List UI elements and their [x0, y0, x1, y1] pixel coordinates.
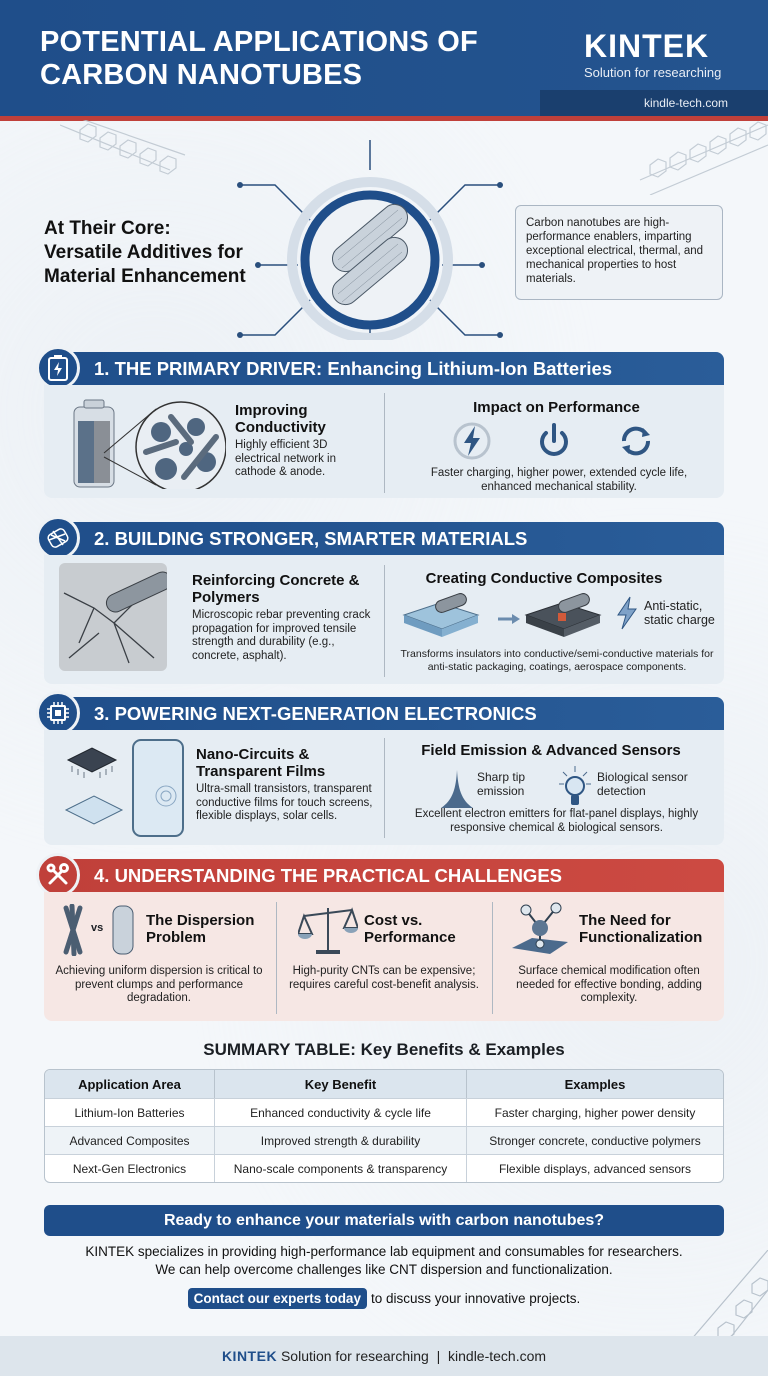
sensor-bulb-icon: [557, 764, 593, 808]
lightning-icon: [452, 421, 492, 461]
table-cell: Lithium-Ion Batteries: [45, 1098, 215, 1126]
challenge-text: High-purity CNTs can be expensive; requires careful cost-benefit analysis.: [289, 965, 479, 991]
tools-icon: [36, 853, 80, 897]
feature-heading: Nano-Circuits & Transparent Films: [196, 746, 326, 780]
section-materials: [44, 522, 724, 684]
summary-table: [44, 1069, 724, 1183]
nanotube-hub-icon: [230, 140, 510, 340]
table-cell: Improved strength & durability: [215, 1126, 467, 1154]
kintek-logo[interactable]: KINTEK: [584, 28, 710, 64]
table-cell: Stronger concrete, conductive polymers: [467, 1126, 723, 1154]
sharp-tip-label: Sharp tip emission: [477, 770, 526, 798]
title-line-2: CARBON NANOTUBES: [40, 59, 363, 91]
section-body: [44, 385, 724, 498]
challenge-heading: Cost vs. Performance: [364, 912, 456, 946]
cta-after-text: to discuss your innovative projects.: [370, 1291, 581, 1306]
feature-text: Microscopic rebar preventing crack propagation for improved tensile strength and durability (e.g., concrete, asphalt).: [192, 609, 371, 662]
feature-text: Ultra-small transistors, transparent conductive films for touch screens, flexible displays, solar cells.: [196, 783, 373, 822]
insulator-to-conductor-icon: [400, 593, 640, 643]
table-cell: Faster charging, higher power density: [467, 1098, 723, 1126]
footer: [0, 1336, 768, 1376]
nanotube-decoration-icon: [60, 120, 190, 180]
table-cell: Next-Gen Electronics: [45, 1154, 215, 1182]
challenge-text: Surface chemical modification often needed for effective bonding, adding complexity.: [516, 965, 702, 1004]
cta-line: KINTEK specializes in providing high-performance lab equipment and consumables for researchers.: [85, 1244, 683, 1259]
cycle-icon: [616, 421, 656, 461]
footer-text: Solution for researching | kindle-tech.com: [280, 1348, 547, 1364]
composite-icon: [36, 516, 80, 560]
footer-logo[interactable]: KINTEK: [221, 1348, 278, 1364]
table-row: [45, 1154, 723, 1182]
table-header-row: [45, 1070, 723, 1098]
cta-line: We can help overcome challenges like CNT dispersion and functionalization.: [155, 1262, 613, 1277]
sensor-label: Biological sensor detection: [597, 770, 688, 798]
section-title: 2. BUILDING STRONGER, SMARTER MATERIALS: [44, 522, 724, 555]
scale-balance-icon: [298, 902, 358, 958]
table-cell: Enhanced conductivity & cycle life: [215, 1098, 467, 1126]
challenge-text: Achieving uniform dispersion is critical to prevent clumps and performance degradation.: [55, 965, 263, 1004]
anti-static-label: Anti-static, static charge: [644, 599, 715, 627]
intro-heading-line: Versatile Additives for: [44, 242, 243, 263]
feature-text: Highly efficient 3D electrical network in cathode & anode.: [235, 439, 336, 478]
chip-and-phone-icon: [58, 738, 188, 840]
feature-text: Faster charging, higher power, extended cycle life, enhanced mechanical stability.: [430, 467, 688, 493]
page-title: [40, 26, 478, 92]
column-header: Examples: [467, 1070, 723, 1098]
nanotube-decoration-icon: [620, 120, 768, 195]
intro-heading: [44, 217, 246, 289]
feature-heading: Improving Conductivity: [235, 402, 326, 436]
section-title: 3. POWERING NEXT-GENERATION ELECTRONICS: [44, 697, 724, 730]
feature-heading: Impact on Performance: [473, 399, 640, 416]
battery-icon: [36, 346, 80, 390]
section-body: [44, 892, 724, 1021]
feature-heading: Reinforcing Concrete & Polymers: [192, 572, 360, 606]
feature-text: Transforms insulators into conductive/semi-conductive materials for anti-static packaging, coatings, aerospace components.: [400, 648, 714, 673]
vs-label: vs: [91, 922, 104, 934]
section-challenges: [44, 859, 724, 1021]
divider: [492, 902, 493, 1014]
divider: [384, 565, 385, 677]
molecule-surface-icon: [510, 900, 570, 960]
intro-heading-line: At Their Core:: [44, 218, 171, 239]
table-row: [45, 1126, 723, 1154]
logo-tagline: Solution for researching: [584, 65, 722, 80]
chip-icon: [36, 691, 80, 735]
divider: [384, 393, 385, 493]
cta-heading: Ready to enhance your materials with carbon nanotubes?: [44, 1205, 724, 1236]
table-cell: Nano-scale components & transparency: [215, 1154, 467, 1182]
contact-experts-button[interactable]: Contact our experts today: [188, 1288, 367, 1309]
column-header: Key Benefit: [215, 1070, 467, 1098]
intro-description: Carbon nanotubes are high-performance enablers, imparting exceptional electrical, thermal, and mechanical properties to host materials.: [515, 205, 723, 300]
summary-title: SUMMARY TABLE: Key Benefits & Examples: [203, 1040, 565, 1059]
feature-heading: Field Emission & Advanced Sensors: [421, 742, 681, 759]
column-header: Application Area: [45, 1070, 215, 1098]
title-line-1: POTENTIAL APPLICATIONS OF: [40, 26, 478, 58]
section-title: 4. UNDERSTANDING THE PRACTICAL CHALLENGES: [44, 859, 724, 892]
challenge-heading: The Dispersion Problem: [146, 912, 255, 946]
intro-heading-line: Material Enhancement: [44, 266, 246, 287]
section-body: [44, 555, 724, 684]
power-icon: [534, 421, 574, 461]
battery-cross-section-icon: [66, 397, 226, 489]
website-link[interactable]: kindle-tech.com: [643, 96, 728, 110]
divider: [384, 738, 385, 838]
table-cell: Flexible displays, advanced sensors: [467, 1154, 723, 1182]
section-title: 1. THE PRIMARY DRIVER: Enhancing Lithium-Ion Batteries: [44, 352, 724, 385]
sharp-tip-emission-icon: [439, 768, 475, 810]
cracked-concrete-icon: [59, 563, 167, 671]
section-batteries: [44, 352, 724, 498]
feature-heading: Creating Conductive Composites: [425, 570, 663, 587]
section-electronics: [44, 697, 724, 845]
section-body: [44, 730, 724, 845]
table-cell: Advanced Composites: [45, 1126, 215, 1154]
anti-static-lightning-icon: [612, 595, 642, 631]
divider: [276, 902, 277, 1014]
feature-text: Excellent electron emitters for flat-panel displays, highly responsive chemical & biological sensors.: [414, 808, 699, 834]
challenge-heading: The Need for Functionalization: [579, 912, 703, 946]
table-row: [45, 1098, 723, 1126]
